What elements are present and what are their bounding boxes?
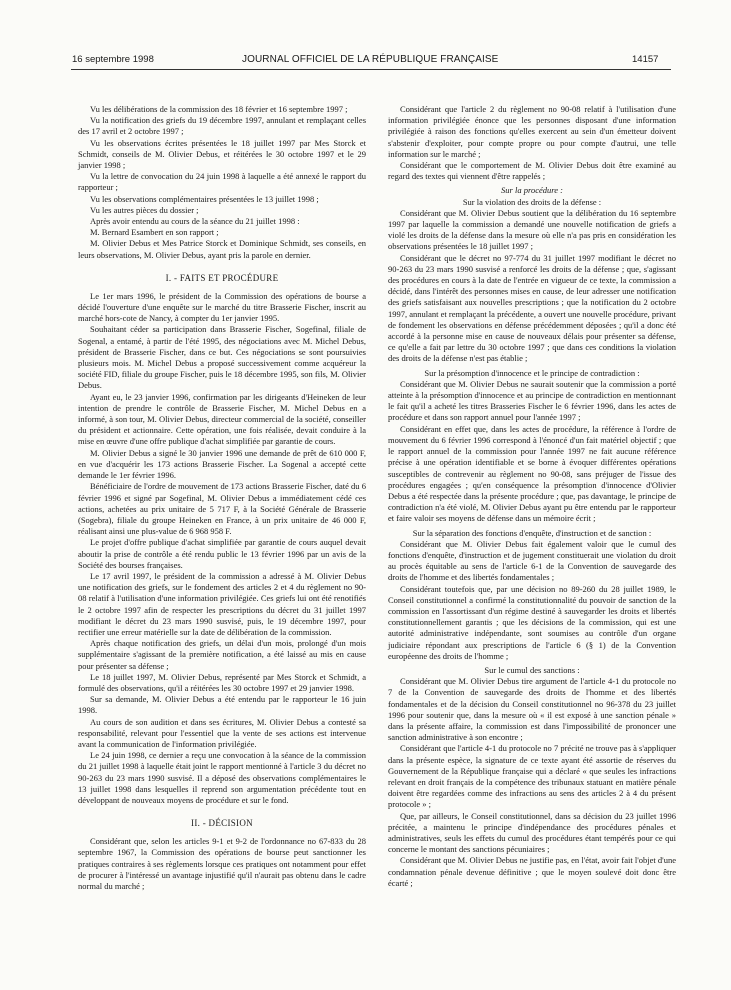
- subheading-separation: Sur la séparation des fonctions d'enquête, d'instruction et de sanction :: [412, 527, 652, 538]
- subheading-defense: Sur la violation des droits de la défense :: [462, 196, 602, 207]
- body-paragraph: Considérant que l'article 4-1 du protocole no 7 précité ne trouve pas à s'appliquer dans la présente espèce, la signature de ce texte ayant été assortie de réserves du Gouvernement de la République française qui a déclaré « que seules les infractions relevant en droit français de la compétence des tribunaux statuant en matière pénale doivent être regardées comme des infractions au sens des articles 2 à 4 du présent protocole » ;: [388, 743, 676, 810]
- right-column: [388, 104, 676, 889]
- running-header: [0, 54, 731, 68]
- body-paragraph: Considérant en effet que, dans les actes de procédure, la référence à l'ordre de mouvement du 6 février 1996 correspond à l'énoncé d'un fait matériel objectif ; que le rapport annuel de la commission pour l'année 1997 ne fait aucune référence précise à une opération identifiable et se borne à évoquer différentes opérations susceptibles de contrevenir au règlement no 90-08, sans préjuger de l'issue des procédures engagées ; qu'en conséquence la présomption d'innocence d'Olivier Debus a été respectée dans la présente procédure ; que, pas davantage, le principe de contradiction n'a été violé, M. Olivier Debus ayant pu être entendu par le rapporteur et faire valoir ses moyens de défense dans un mémoire écrit ;: [388, 423, 676, 524]
- body-paragraph: Considérant que M. Olivier Debus soutient que la délibération du 16 septembre 1997 par laquelle la commission a demandé une nouvelle notification de griefs a violé les droits de la défense dans la mesure où elle n'a pas pris en considération les observations présentées le 18 juillet 1997 ;: [388, 207, 676, 252]
- body-paragraph: Considérant que le décret no 97-774 du 31 juillet 1997 modifiant le décret no 90-263 du 23 mars 1990 susvisé a renforcé les droits de la défense ; que, s'agissant des procédures en cours à la date de l'entrée en vigueur de ce texte, la commission a décidé, dans l'intérêt des personnes mises en cause, de leur adresser une notification des griefs satisfaisant aux nouvelles prescriptions ; que la notification du 2 octobre 1997, annulant et remplaçant la précédente, a ouvert une nouvelle procédure, privant de fondement les observations en défense précédemment déposées ; qu'il a donc été accordé à la personne mise en cause de nouveaux délais pour présenter sa défense, ce qu'elle a fait par lettre du 30 octobre 1997 ; que dans ces conditions la violation des droits de la défense n'est pas établie ;: [388, 252, 676, 364]
- journal-title: JOURNAL OFFICIEL DE LA RÉPUBLIQUE FRANÇAISE: [242, 54, 499, 65]
- body-paragraph: Le projet d'offre publique d'achat simplifiée par garantie de cours auquel devait aboutir la prise de contrôle a été rendu public le 13 février 1996 par un avis de la Société des bourses françaises.: [78, 537, 366, 570]
- body-paragraph: Considérant que le comportement de M. Olivier Debus doit être examiné au regard des textes qui viennent d'être rappelés ;: [388, 160, 676, 182]
- body-paragraph: Considérant que, selon les articles 9-1 et 9-2 de l'ordonnance no 67-833 du 28 septembre 1967, la Commission des opérations de bourse peut sanctionner les pratiques contraires à ses règlements lorsque ces pratiques ont notamment pour effet de procurer à l'intéressé un avantage injustifié qu'il n'aurait pas obtenu dans le cadre normal du marché ;: [78, 836, 366, 891]
- body-paragraph: Sur sa demande, M. Olivier Debus a été entendu par le rapporteur le 16 juin 1998.: [78, 694, 366, 716]
- body-paragraph: Considérant que M. Olivier Debus fait également valoir que le cumul des fonctions d'enquête, d'instruction et de jugement constituerait une violation du droit au procès équitable au sens de l'article 6-1 de la Convention de sauvegarde des droits de l'homme et des libertés fondamentales ;: [388, 538, 676, 583]
- header-rule: [71, 69, 671, 70]
- body-paragraph: Considérant que l'article 2 du règlement no 90-08 relatif à l'utilisation d'une information privilégiée énonce que les personnes disposant d'une information privilégiée à raison des fonctions qu'elles exercent au sein d'un émetteur doivent s'abstenir d'exploiter, pour compte propre ou pour compte d'autrui, une telle information sur le marché ;: [388, 104, 676, 159]
- left-column: [78, 104, 366, 892]
- visa-paragraph: Vu la lettre de convocation du 24 juin 1998 à laquelle a été annexé le rapport du rapporteur ;: [78, 171, 366, 193]
- section-heading-decision: II. - DÉCISION: [191, 818, 253, 829]
- visa-paragraph: Vu la notification des griefs du 19 décembre 1997, annulant et remplaçant celles des 17 avril et 2 octobre 1997 ;: [78, 115, 366, 137]
- body-paragraph: Considérant que M. Olivier Debus tire argument de l'article 4-1 du protocole no 7 de la Convention de sauvegarde des droits de l'homme et des libertés fondamentales et de la décision du Conseil constitutionnel no 96-378 du 23 juillet 1996 pour soutenir que, dans la mesure où « il est exposé à une sanction pénale » dans la présente affaire, la commission est dans l'impossibilité de prononcer une sanction administrative à son encontre ;: [388, 676, 676, 743]
- header-date: 16 septembre 1998: [72, 54, 154, 65]
- body-paragraph: M. Olivier Debus a signé le 30 janvier 1996 une demande de prêt de 610 000 F, en vue d'acquérir les 173 actions Brasserie Fischer. La Sogenal a accepté cette demande le 1er février 1996.: [78, 447, 366, 481]
- body-paragraph: Considérant que M. Olivier Debus ne justifie pas, en l'état, avoir fait l'objet d'une condamnation pénale devenue définitive ; que le moyen soulevé doit donc être écarté ;: [388, 855, 676, 888]
- page-number: 14157: [632, 54, 659, 65]
- visa-paragraph: Vu les observations écrites présentées le 18 juillet 1997 par Mes Storck et Schmidt, conseils de M. Olivier Debus, et réitérées le 30 octobre 1997 et le 29 janvier 1998 ;: [78, 137, 366, 171]
- body-paragraph: Le 1er mars 1996, le président de la Commission des opérations de bourse a décidé l'ouverture d'une enquête sur le marché du titre Brasserie Fischer, inscrit au marché hors-cote de Nancy, à compter du 1er janvier 1995.: [78, 290, 366, 324]
- body-paragraph: Souhaitant céder sa participation dans Brasserie Fischer, Sogefinal, filiale de Sogenal, a entamé, à partir de l'été 1995, des négociations avec M. Michel Debus, président de Brasserie Fischer, dans ce but. Ces négociations se sont poursuivies plusieurs mois. M. Michel Debus a proposé successivement comme acquéreur la société FID, filiale du groupe Fischer, puis le 18 décembre 1995, son fils, M. Olivier Debus.: [78, 324, 366, 391]
- visa-paragraph: M. Bernard Esambert en son rapport ;: [90, 227, 219, 238]
- visa-paragraph: Après avoir entendu au cours de la séance du 21 juillet 1998 :: [90, 216, 300, 227]
- visa-paragraph: M. Olivier Debus et Mes Patrice Storck et Dominique Schmidt, ses conseils, en leurs observations, M. Olivier Debus, ayant pris la parole en dernier.: [78, 238, 366, 260]
- subheading-innocence: Sur la présomption d'innocence et le principe de contradiction :: [424, 367, 640, 378]
- body-paragraph: Ayant eu, le 23 janvier 1996, confirmation par les dirigeants d'Heineken de leur intention de prendre le contrôle de Brasserie Fischer, M. Michel Debus en a informé, à son tour, M. Olivier Debus, directeur commercial de la société, conseiller du président et actionnaire. Cette opération, une fois réalisée, devait conduire à la mise en œuvre d'une offre publique d'achat simplifiée par garantie de cours.: [78, 391, 366, 447]
- body-paragraph: Le 24 juin 1998, ce dernier a reçu une convocation à la séance de la commission du 21 juillet 1998 à laquelle était joint le rapport mentionné à l'article 3 du décret no 90-263 du 23 mars 1990 susvisé. Il a déposé des observations complémentaires le 13 juillet 1998 dans lesquelles il reprend son argumentation précédente tout en développant de nouveaux moyens de procédure et sur le fond.: [78, 750, 366, 805]
- visa-paragraph: Vu les autres pièces du dossier ;: [90, 204, 199, 215]
- body-paragraph: Considérant que M. Olivier Debus ne saurait soutenir que la commission a porté atteinte à la présomption d'innocence et au principe de contradiction en mentionnant le fait qu'il a acheté les titres Brasseries Fischer le 6 février 1996, dans les actes de procédure et dans son rapport annuel pour l'année 1997 ;: [388, 378, 676, 423]
- visa-paragraph: Vu les délibérations de la commission des 18 février et 16 septembre 1997 ;: [90, 104, 348, 114]
- section-heading-faits: I. - FAITS ET PROCÉDURE: [165, 272, 279, 283]
- body-paragraph: Que, par ailleurs, le Conseil constitutionnel, dans sa décision du 23 juillet 1996 précitée, a maintenu le principe d'indépendance des procédures pénales et administratives, seuls les effets du cumul des procédures étant tempérés pour ce qui concerne le montant des sanctions pécuniaires ;: [388, 810, 676, 855]
- subheading-procedure: Sur la procédure :: [501, 185, 563, 196]
- body-paragraph: Bénéficiaire de l'ordre de mouvement de 173 actions Brasserie Fischer, daté du 6 février 1996 et signé par Sogefinal, M. Olivier Debus a immédiatement cédé ces actions, achetées au prix unitaire de 5 717 F, à la Société Générale de Brasserie (Sogebra), filiale du groupe Heineken en France, à un prix unitaire de 46 000 F, réalisant ainsi une plus-value de 6 968 958 F.: [78, 481, 366, 537]
- visa-paragraph: Vu les observations complémentaires présentées le 13 juillet 1998 ;: [90, 193, 319, 204]
- subheading-cumul: Sur le cumul des sanctions :: [484, 664, 580, 675]
- body-paragraph: Considérant toutefois que, par une décision no 89-260 du 28 juillet 1989, le Conseil constitutionnel a confirmé la constitutionnalité du pouvoir de sanction de la commission en l'assortissant d'un régime destiné à sauvegarder les droits et libertés constitutionnellement garantis ; que les décisions de la commission, qui est une autorité administrative indépendante, sont soumises au contrôle d'un organe judiciaire répondant aux prescriptions de l'article 6 (§ 1) de la Convention européenne des droits de l'homme ;: [388, 583, 676, 661]
- body-paragraph: Le 18 juillet 1997, M. Olivier Debus, représenté par Mes Storck et Schmidt, a formulé des observations, qu'il a réitérées les 30 octobre 1997 et 29 janvier 1998.: [78, 671, 366, 693]
- body-paragraph: Au cours de son audition et dans ses écritures, M. Olivier Debus a contesté sa responsabilité, relevant pour l'essentiel que la vente de ses actions est intervenue avant la communication de l'information privilégiée.: [78, 716, 366, 749]
- body-paragraph: Après chaque notification des griefs, un délai d'un mois, prolongé d'un mois supplémentaire s'agissant de la première notification, a été laissé au mis en cause pour présenter sa défense ;: [78, 638, 366, 671]
- body-paragraph: Le 17 avril 1997, le président de la commission a adressé à M. Olivier Debus une notification des griefs, sur le fondement des articles 2 et 4 du règlement no 90-08 relatif à l'utilisation d'une information privilégiée. Ces griefs lui ont été renotifiés le 2 octobre 1997 afin de respecter les prescriptions du décret du 31 juillet 1997 modifiant le décret du 23 mars 1990 susvisé, puis, le 19 décembre 1997, pour rectifier une erreur matérielle sur la date de délibération de la commission.: [78, 570, 366, 637]
